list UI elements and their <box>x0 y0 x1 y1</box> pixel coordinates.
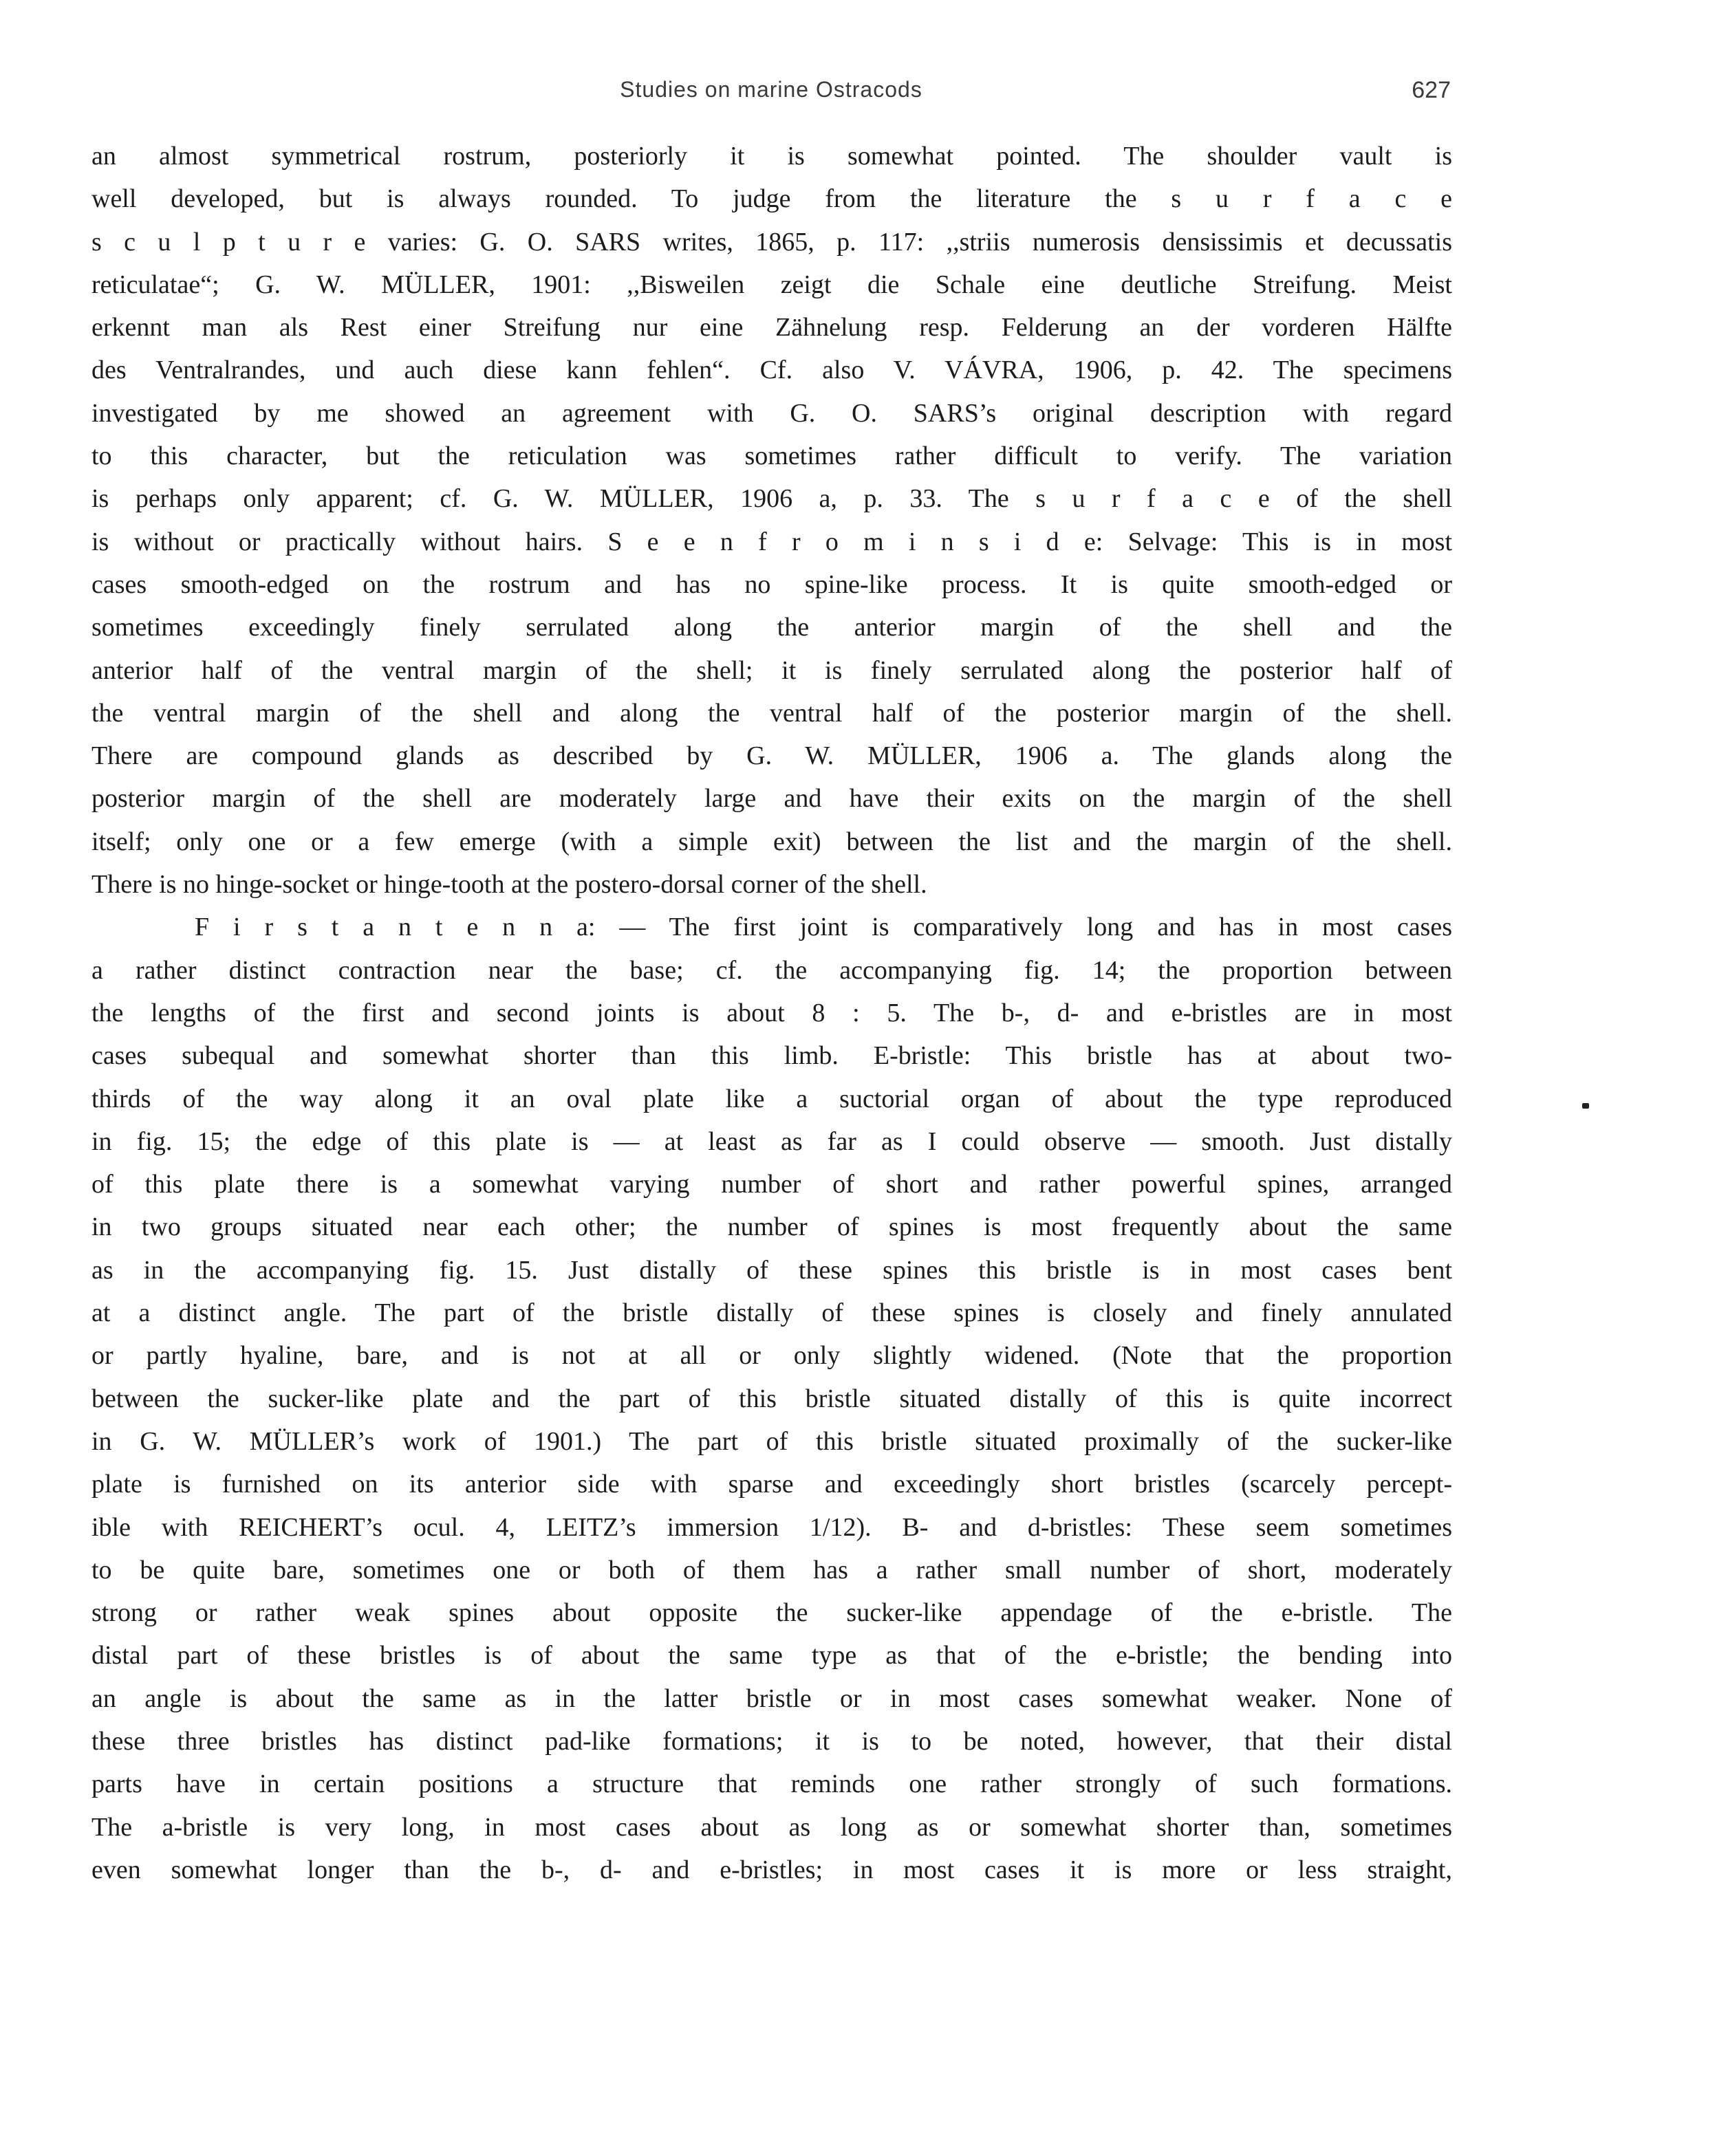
text-line: of this plate there is a somewhat varying number of short and rather powerful spines, arranged <box>91 1170 1452 1199</box>
text-line: or partly hyaline, bare, and is not at all or only slightly widened. (Note that the proportion <box>91 1341 1452 1371</box>
text-line: as in the accompanying fig. 15. Just distally of these spines this bristle is in most cases bent <box>91 1255 1452 1285</box>
margin-mark <box>1582 1103 1589 1109</box>
running-title: Studies on marine Ostracods <box>620 77 922 102</box>
text-line: to be quite bare, sometimes one or both of them has a rather small number of short, moderately <box>91 1555 1452 1585</box>
text-line: investigated by me showed an agreement with G. O. SARS’s original description with regard <box>91 398 1452 428</box>
text-line: erkennt man als Rest einer Streifung nur eine Zähnelung resp. Felderung an der vorderen Hälfte <box>91 313 1452 342</box>
text-line: There is no hinge-socket or hinge-tooth at the postero-dorsal corner of the shell. <box>91 870 927 900</box>
text-line: The a-bristle is very long, in most cases about as long as or somewhat shorter than, sometimes <box>91 1812 1452 1842</box>
text-line: posterior margin of the shell are moderately large and have their exits on the margin of the shell <box>91 784 1452 814</box>
text-line: the lengths of the first and second joints is about 8 : 5. The b-, d- and e-bristles are in most <box>91 998 1452 1027</box>
text-line: is perhaps only apparent; cf. G. W. MÜLLER, 1906 a, p. 33. The s u r f a c e of the shell <box>91 484 1452 514</box>
text-line: in two groups situated near each other; the number of spines is most frequently about the same <box>91 1212 1452 1242</box>
text-line: cases smooth-edged on the rostrum and has no spine-like process. It is quite smooth-edged or <box>91 569 1452 599</box>
text-line: des Ventralrandes, und auch diese kann fehlen“. Cf. also V. VÁVRA, 1906, p. 42. The specimens <box>91 356 1452 385</box>
text-line: itself; only one or a few emerge (with a simple exit) between the list and the margin of the shell. <box>91 827 1452 856</box>
text-line: is without or practically without hairs. S e e n f r o m i n s i d e: Selvage: This is in most <box>91 527 1452 556</box>
text-line: anterior half of the ventral margin of the shell; it is finely serrulated along the posterior half of <box>91 655 1452 685</box>
text-line: plate is furnished on its anterior side with sparse and exceedingly short bristles (scarcely percept- <box>91 1470 1452 1499</box>
text-line: parts have in certain positions a structure that reminds one rather strongly of such formations. <box>91 1770 1452 1799</box>
text-line: an angle is about the same as in the latter bristle or in most cases somewhat weaker. None of <box>91 1684 1452 1713</box>
text-line: a rather distinct contraction near the base; cf. the accompanying fig. 14; the proportion between <box>91 955 1452 985</box>
text-line: thirds of the way along it an oval plate like a suctorial organ of about the type reproduced <box>91 1084 1452 1113</box>
running-head <box>91 77 1451 118</box>
text-line: sometimes exceedingly finely serrulated along the anterior margin of the shell and the <box>91 613 1452 642</box>
text-line: reticulatae“; G. W. MÜLLER, 1901: ,,Bisweilen zeigt die Schale eine deutliche Streifung. Meist <box>91 270 1452 299</box>
text-line: between the sucker-like plate and the part of this bristle situated distally of this is quite incorrect <box>91 1384 1452 1413</box>
text-line: even somewhat longer than the b-, d- and e-bristles; in most cases it is more or less straight, <box>91 1855 1452 1884</box>
text-line: ible with REICHERT’s ocul. 4, LEITZ’s immersion 1/12). B- and d-bristles: These seem sometimes <box>91 1512 1452 1542</box>
text-line: distal part of these bristles is of about the same type as that of the e-bristle; the bending into <box>91 1641 1452 1670</box>
text-line: There are compound glands as described by G. W. MÜLLER, 1906 a. The glands along the <box>91 741 1452 771</box>
text-line: in G. W. MÜLLER’s work of 1901.) The part of this bristle situated proximally of the sucker-like <box>91 1426 1452 1456</box>
page-number: 627 <box>1412 77 1451 103</box>
text-line: strong or rather weak spines about opposite the sucker-like appendage of the e-bristle. The <box>91 1598 1452 1628</box>
text-line: to this character, but the reticulation was sometimes rather difficult to verify. The variation <box>91 442 1452 471</box>
text-line: well developed, but is always rounded. To judge from the literature the s u r f a c e <box>91 184 1452 214</box>
text-line: in fig. 15; the edge of this plate is — at least as far as I could observe — smooth. Just distally <box>91 1126 1452 1156</box>
text-line: these three bristles has distinct pad-like formations; it is to be noted, however, that their distal <box>91 1726 1452 1756</box>
text-line: s c u l p t u r e varies: G. O. SARS writes, 1865, p. 117: ,,striis numerosis densissimis et decussatis <box>91 227 1452 257</box>
body-text <box>91 135 1452 1891</box>
text-line: at a distinct angle. The part of the bristle distally of these spines is closely and finely annulated <box>91 1298 1452 1328</box>
text-line: an almost symmetrical rostrum, posteriorly it is somewhat pointed. The shoulder vault is <box>91 142 1452 171</box>
text-line: F i r s t a n t e n n a: — The first joint is comparatively long and has in most cases <box>195 913 1452 942</box>
text-line: the ventral margin of the shell and along the ventral half of the posterior margin of the shell. <box>91 698 1452 728</box>
text-line: cases subequal and somewhat shorter than this limb. E-bristle: This bristle has at about two- <box>91 1041 1452 1071</box>
